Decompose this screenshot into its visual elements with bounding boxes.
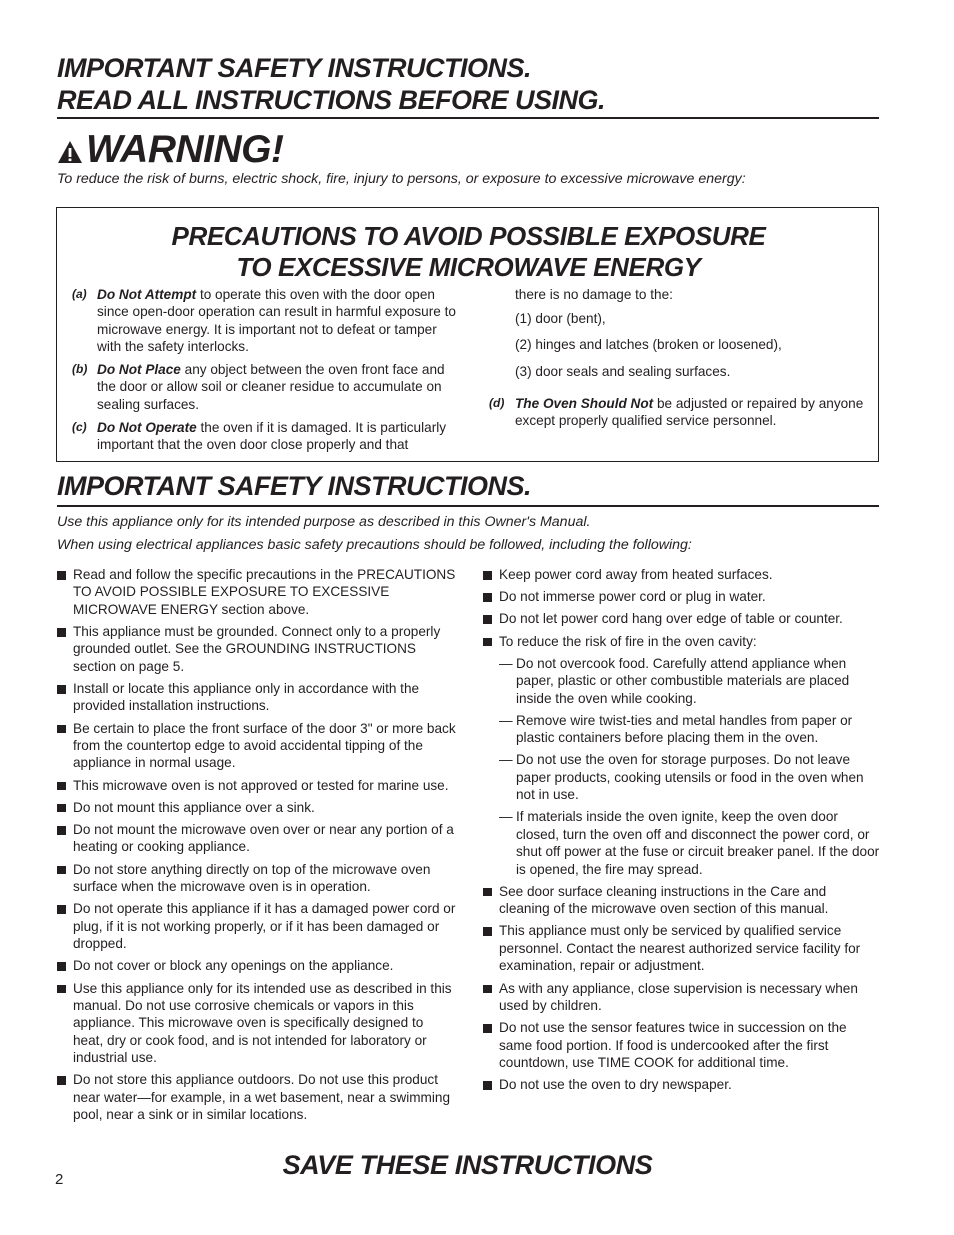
sub-list-text: Do not use the oven for storage purposes. Do not leave paper products, cooking utensils or food in the oven when not in use.: [516, 752, 864, 803]
page-header: [57, 52, 879, 116]
precaution-c-item-1: (1) door (bent),: [515, 311, 606, 326]
list-item: To reduce the risk of fire in the oven cavity:: [483, 633, 880, 650]
header-rule: [57, 117, 879, 119]
list-item: Do not let power cord hang over edge of table or counter.: [483, 610, 880, 627]
precaution-c-heading: Do Not Operate: [97, 420, 197, 435]
precautions-box: [56, 207, 879, 462]
safety-intro-1: Use this appliance only for its intended purpose as described in this Owner's Manual.: [57, 514, 591, 530]
safety-section-title: IMPORTANT SAFETY INSTRUCTIONS.: [57, 471, 532, 501]
list-item: Do not use the oven to dry newspaper.: [483, 1076, 880, 1093]
precaution-b: [97, 361, 464, 413]
sub-list-item: [483, 808, 880, 878]
sub-list-item: [483, 655, 880, 707]
save-instructions-title: SAVE THESE INSTRUCTIONS: [282, 1150, 653, 1180]
safety-intro-2: When using electrical appliances basic safety precautions should be followed, including the following:: [57, 537, 692, 553]
list-item: As with any appliance, close supervision is necessary when used by children.: [483, 980, 880, 1015]
precaution-a: [97, 286, 462, 356]
list-item: This microwave oven is not approved or tested for marine use.: [57, 777, 457, 794]
list-item: Do not immerse power cord or plug in water.: [483, 588, 880, 605]
list-item: Install or locate this appliance only in accordance with the provided installation instructions.: [57, 680, 457, 715]
precaution-d-heading: The Oven Should Not: [515, 396, 654, 411]
precaution-a-label: (a): [72, 287, 87, 301]
precaution-c: [97, 419, 464, 454]
precaution-c-continued: there is no damage to the:: [515, 287, 673, 302]
list-item: Do not mount the microwave oven over or near any portion of a heating or cooking appliance.: [57, 821, 457, 856]
list-item: Do not use the sensor features twice in succession on the same food portion. If food is undercooked after the first countdown, use TIME COOK for additional time.: [483, 1019, 880, 1071]
list-item: Keep power cord away from heated surfaces.: [483, 566, 880, 583]
sub-list-item: [483, 751, 880, 803]
list-item: See door surface cleaning instructions in the Care and cleaning of the microwave oven section of this manual.: [483, 883, 880, 918]
list-item: Do not store this appliance outdoors. Do not use this product near water—for example, in a wet basement, near a swimming pool, near a sink or in similar locations.: [57, 1071, 457, 1123]
dash-marker: —: [499, 712, 513, 728]
list-item: Be certain to place the front surface of the door 3" or more back from the countertop edge to avoid accidental tipping of the appliance in normal usage.: [57, 720, 457, 772]
warning-triangle-icon: [57, 140, 83, 164]
precautions-title-line-2: TO EXCESSIVE MICROWAVE ENERGY: [236, 252, 701, 282]
precaution-d: [515, 395, 875, 430]
precaution-d-label: (d): [489, 396, 505, 410]
list-item: This appliance must only be serviced by qualified service personnel. Contact the nearest authorized service facility for examination, repair or adjustment.: [483, 922, 880, 974]
header-line-1: IMPORTANT SAFETY INSTRUCTIONS.: [57, 53, 532, 83]
precaution-a-text: to operate this oven with the door open since open-door operation can result in harmful exposure to microwave energy. It is important not to defeat or tamper with the safety interlocks.: [97, 287, 456, 355]
sub-list-text: Do not overcook food. Carefully attend appliance when paper, plastic or other combustible materials are placed inside the oven while cooking.: [516, 655, 850, 706]
precautions-title-line-1: PRECAUTIONS TO AVOID POSSIBLE EXPOSURE: [171, 221, 766, 251]
precaution-c-label: (c): [72, 420, 87, 434]
dash-marker: —: [499, 752, 513, 768]
list-item: Read and follow the specific precautions in the PRECAUTIONS TO AVOID POSSIBLE EXPOSURE TO EXCESSIVE MICROWAVE ENERGY section above.: [57, 566, 457, 618]
dash-marker: —: [499, 655, 513, 671]
list-item: Do not mount this appliance over a sink.: [57, 799, 457, 816]
header-line-2: READ ALL INSTRUCTIONS BEFORE USING.: [57, 85, 606, 115]
list-item: This appliance must be grounded. Connect only to a properly grounded outlet. See the GROUNDING INSTRUCTIONS section on page 5.: [57, 623, 457, 675]
precaution-c-text: the oven if it is damaged. It is particularly important that the oven door close properly and that: [97, 420, 447, 453]
sub-list-text: Remove wire twist-ties and metal handles from paper or plastic containers before placing them in the oven.: [516, 712, 853, 746]
precaution-b-label: (b): [72, 362, 88, 376]
sub-list-item: [483, 712, 880, 747]
safety-right-column: [483, 566, 880, 1098]
precaution-b-text: any object between the oven front face and the door or allow soil or cleaner residue to accumulate on sealing surfaces.: [97, 362, 445, 412]
warning-subtitle: To reduce the risk of burns, electric shock, fire, injury to persons, or exposure to excessive microwave energy:: [57, 171, 746, 187]
precaution-d-text: be adjusted or repaired by anyone except properly qualified service personnel.: [515, 396, 864, 429]
warning-title: [57, 128, 283, 172]
sub-list-text: If materials inside the oven ignite, keep the oven door closed, turn the oven off and disconnect the power cord, or shut off power at the fuse or circuit breaker panel. If the door is opened, the fire may spread.: [516, 809, 880, 877]
precaution-a-heading: Do Not Attempt: [97, 287, 197, 302]
precaution-c-item-2: (2) hinges and latches (broken or loosened),: [515, 337, 782, 352]
warning-text: WARNING!: [86, 128, 284, 171]
list-item: Do not operate this appliance if it has a damaged power cord or plug, if it is not working properly, or if it has been damaged or dropped.: [57, 900, 457, 952]
safety-section-rule: [57, 505, 879, 507]
precautions-title: [57, 221, 880, 283]
safety-left-column: [57, 566, 457, 1128]
dash-marker: —: [499, 809, 513, 825]
list-item: Do not cover or block any openings on the appliance.: [57, 957, 457, 974]
precaution-b-heading: Do Not Place: [97, 362, 181, 377]
precaution-c-item-3: (3) door seals and sealing surfaces.: [515, 364, 731, 379]
list-item: Do not store anything directly on top of the microwave oven surface when the microwave oven is in operation.: [57, 861, 457, 896]
list-item: Use this appliance only for its intended use as described in this manual. Do not use corrosive chemicals or vapors in this appliance. This microwave oven is specifically designed to heat, dry or cook food, and is not intended for laboratory or industrial use.: [57, 980, 457, 1067]
page-number: 2: [55, 1171, 64, 1188]
